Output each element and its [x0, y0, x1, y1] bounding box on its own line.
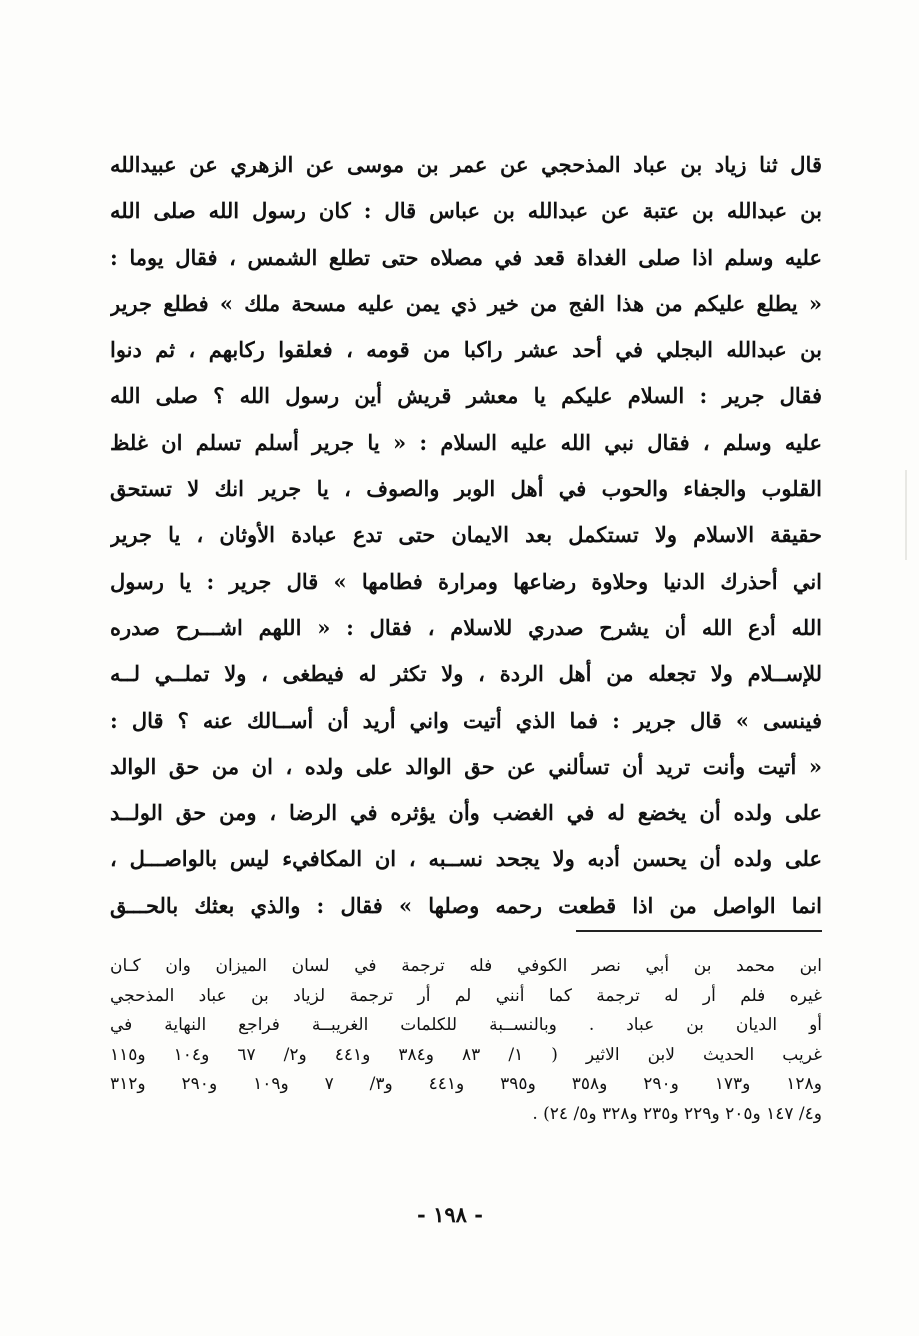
- text-line: « أتيت وأنت تريد أن تسألني عن حق الوالد على ولده ، ان من حق الوالد: [110, 753, 822, 779]
- text-line: على ولده أن يخضع له في الغضب وأن يؤثره في الرضا ، ومن حق الولــد: [110, 800, 822, 826]
- footnote-line: غريب الحديث لابن الاثير ( ١/ ٨٣ و٣٨٤ و٤٤١ و٢/ ٦٧ و١٠٤ و١١٥: [110, 1044, 822, 1065]
- text-line: عليه وسلم ، فقال نبي الله عليه السلام : « يا جرير أسلم تسلم ان غلظ: [110, 429, 822, 455]
- footnote-block: [110, 952, 822, 1130]
- text-line: فينسى » قال جرير : فما الذي أتيت واني أريد أن أســالك عنه ؟ قال :: [110, 707, 822, 733]
- text-line: بن عبدالله البجلي في أحد عشر راكبا من قومه ، فعلقوا ركابهم ، ثم دنوا: [110, 337, 822, 363]
- text-line: حقيقة الاسلام ولا تستكمل بعد الايمان حتى تدع عبادة الأوثان ، يا جرير: [110, 522, 822, 548]
- text-line: على ولده أن يحسن أدبه ولا يجحد نســبه ، ان المكافيء ليس بالواصـــل ،: [110, 846, 822, 872]
- text-line: « يطلع عليكم من هذا الفج من خير ذي يمن عليه مسحة ملك » فطلع جرير: [110, 290, 822, 316]
- scan-edge-mark: [905, 470, 907, 560]
- footnote-line: غيره فلم أر له ترجمة كما أنني لم أر ترجمة لزياد بن عباد المذحجي: [110, 985, 822, 1006]
- text-line: للإســلام ولا تجعله من أهل الردة ، ولا تكثر له فيطغى ، ولا تملــي لــه: [110, 661, 822, 687]
- text-line: بن عبدالله بن عتبة عن عبدالله بن عباس قال : كان رسول الله صلى الله: [110, 198, 822, 224]
- text-line: اني أحذرك الدنيا وحلاوة رضاعها ومرارة فطامها » قال جرير : يا رسول: [110, 568, 822, 594]
- footnote-line: و١٢٨ و١٧٣ و٢٩٠ و٣٥٨ و٣٩٥ و٤٤١ و٣/ ٧ و١٠٩ و٢٩٠ و٣١٢: [110, 1074, 822, 1095]
- text-line: القلوب والجفاء والحوب في أهل الوبر والصوف ، يا جرير انك لا تستحق: [110, 476, 822, 502]
- footnote-separator: [576, 930, 822, 932]
- footnote-line: و٤/ ١٤٧ و٢٠٥ و٢٢٩ و٢٣٥ و٣٢٨ و٥/ ٢٤) .: [532, 1103, 822, 1124]
- text-line: فقال جرير : السلام عليكم يا معشر قريش أين رسول الله ؟ صلى الله: [110, 383, 822, 409]
- footnote-line: ابن محمد بن أبي نصر الكوفي فله ترجمة في لسان الميزان وان كـان: [110, 956, 822, 976]
- text-line: انما الواصل من اذا قطعت رحمه وصلها » فقال : والذي بعثك بالحـــق: [110, 892, 822, 918]
- text-line: الله أدع الله أن يشرح صدري للاسلام ، فقال : « اللهم اشـــرح صدره: [110, 614, 822, 640]
- page-number: - ١٩٨ -: [417, 1202, 483, 1227]
- footnote-line: أو الديان بن عباد . وبالنســبة للكلمات الغريبــة فراجع النهاية في: [110, 1015, 822, 1036]
- text-line: عليه وسلم اذا صلى الغداة قعد في مصلاه حتى تطلع الشمس ، فقال يوما :: [110, 244, 822, 270]
- text-line: قال ثنا زياد بن عباد المذحجي عن عمر بن موسى عن الزهري عن عبيدالله: [110, 152, 822, 177]
- main-text-block: [110, 142, 822, 929]
